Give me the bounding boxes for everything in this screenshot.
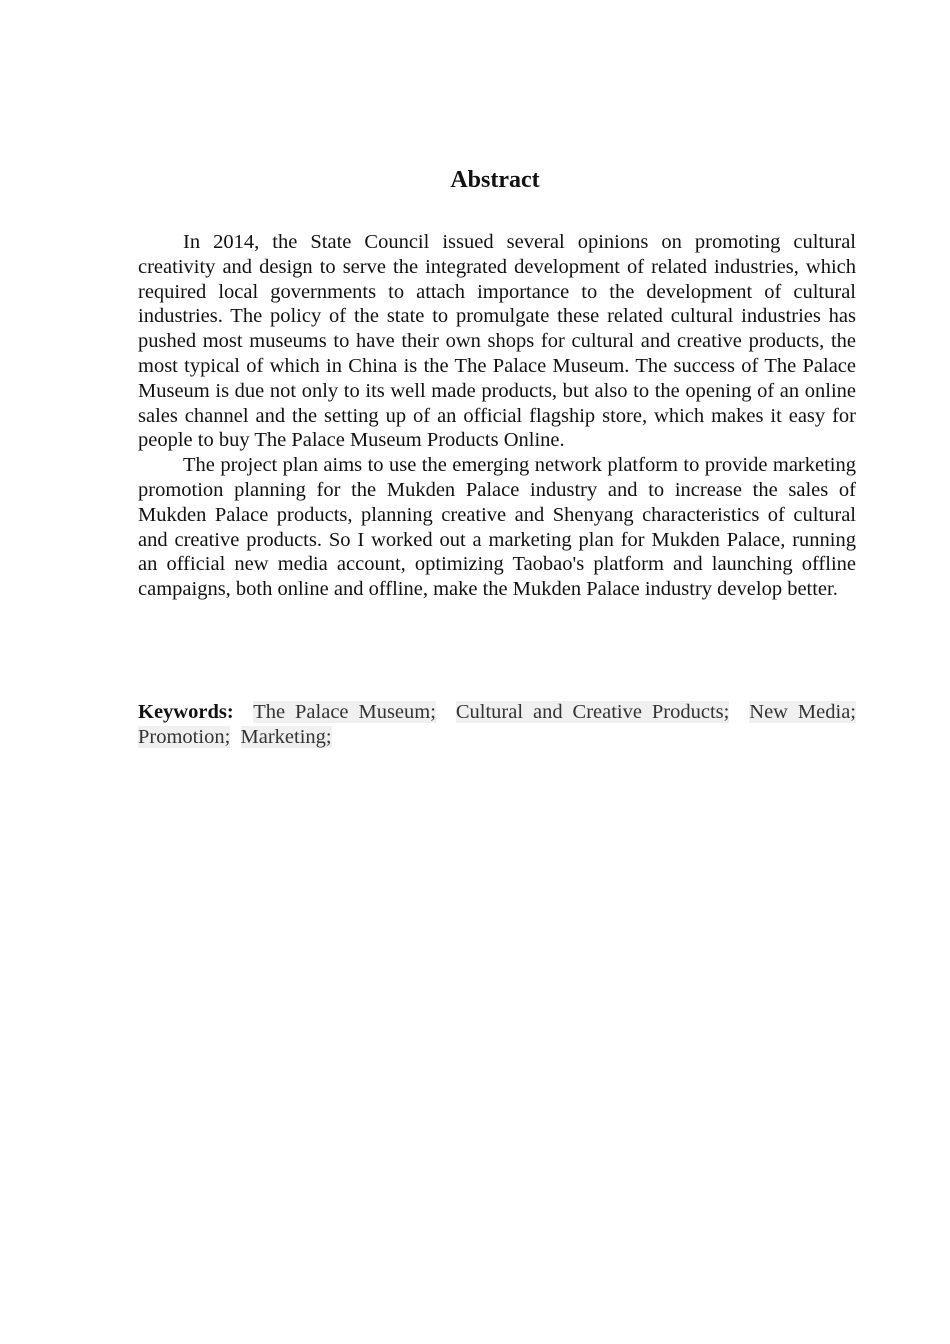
keywords-label: Keywords: [138, 701, 234, 723]
keyword-item: The Palace Museum; [253, 701, 436, 723]
abstract-title: Abstract [450, 167, 540, 193]
keywords-line [138, 700, 856, 750]
keyword-item: Cultural and Creative Products; [455, 701, 730, 723]
keyword-item: Promotion; [138, 725, 231, 748]
keyword-item: Marketing; [240, 725, 332, 748]
abstract-paragraph-1: In 2014, the State Council issued several opinions on promoting cultural creativity and design to serve the integrated development of related industries, which required local governments to attach importance to the development of cultural industries. The policy of the state to promulgate these related cultural industries has pushed most museums to have their own shops for cultural and creative products, the most typical of which in China is the The Palace Museum. The success of The Palace Museum is due not only to its well made products, but also to the opening of an online sales channel and the setting up of an official flagship store, which makes it easy for people to buy The Palace Museum Products Online. [138, 231, 856, 452]
abstract-paragraph-2: The project plan aims to use the emerging network platform to provide marketing promotion planning for the Mukden Palace industry and to increase the sales of Mukden Palace products, planning creative and Shenyang characteristics of cultural and creative products. So I worked out a marketing plan for Mukden Palace, running an official new media account, optimizing Taobao's platform and launching offline campaigns, both online and offline, make the Mukden Palace industry develop better. [138, 454, 856, 601]
keyword-item: New Media; [749, 701, 856, 723]
abstract-body [138, 230, 856, 602]
